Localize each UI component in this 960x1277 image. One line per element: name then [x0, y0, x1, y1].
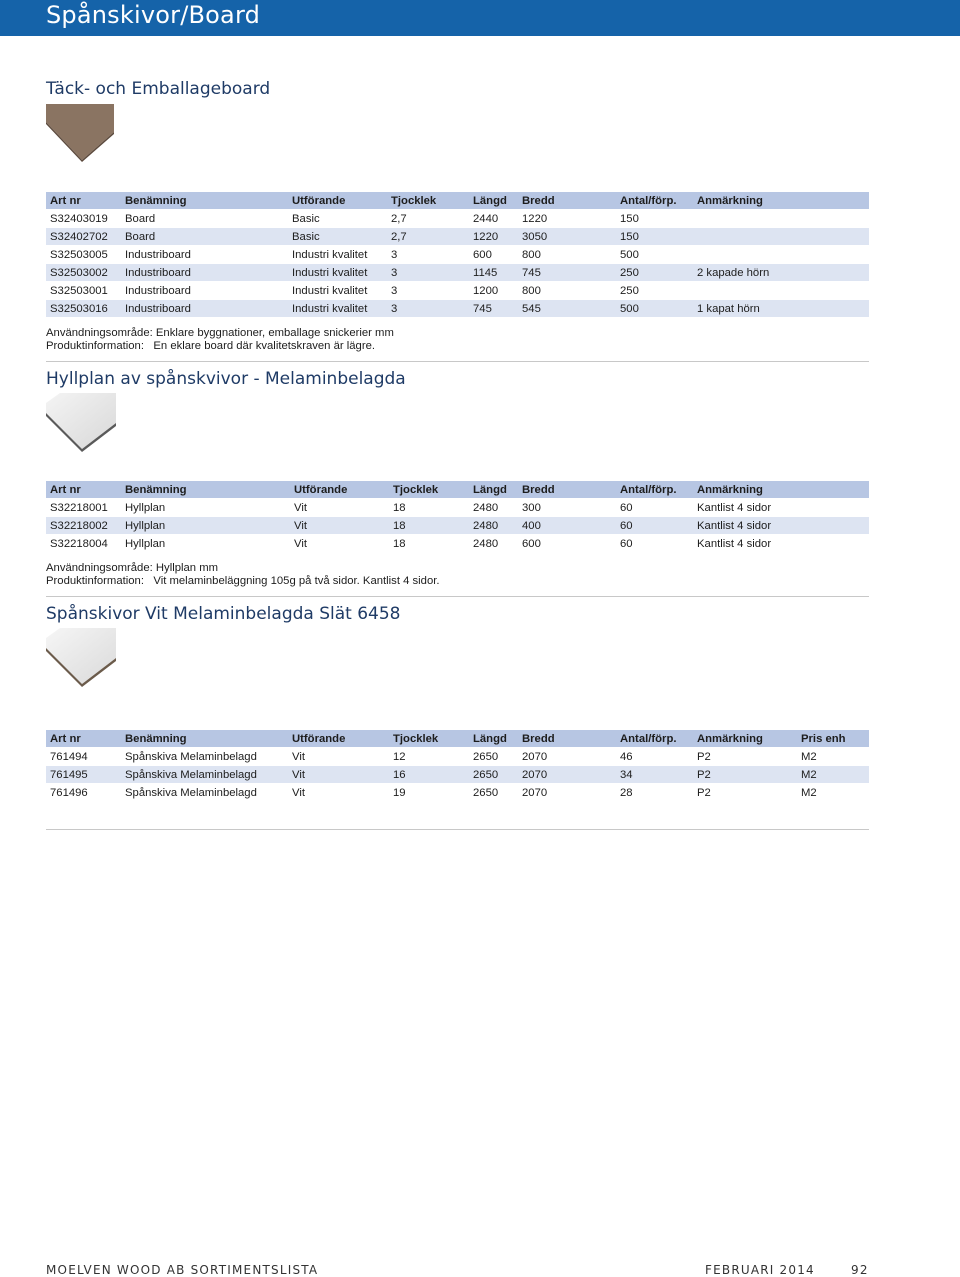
table-cell: 12: [389, 748, 469, 766]
table-cell: 34: [616, 766, 693, 784]
table-cell: 3050: [518, 228, 616, 246]
table-cell: 1145: [469, 264, 518, 282]
table-cell: Spånskiva Melaminbelagd: [121, 784, 288, 802]
table-cell: 2070: [518, 784, 616, 802]
table-cell: 250: [616, 264, 693, 282]
table-cell: 46: [616, 748, 693, 766]
table-cell: 1220: [469, 228, 518, 246]
table-cell: [693, 282, 869, 300]
footer-page-number: 92: [851, 1263, 869, 1277]
table-cell: 60: [616, 499, 693, 517]
table-cell: M2: [797, 784, 869, 802]
column-header: Utförande: [288, 730, 389, 748]
table-cell: P2: [693, 766, 797, 784]
table-cell: 250: [616, 282, 693, 300]
table-cell: 2070: [518, 748, 616, 766]
column-header: Utförande: [288, 192, 387, 210]
white-melamine-board-image: [46, 628, 118, 688]
table-cell: 745: [518, 264, 616, 282]
table-cell: S32503016: [46, 300, 121, 318]
table-row: [46, 766, 869, 784]
table-row: [46, 748, 869, 766]
table-header-row: [46, 730, 869, 748]
table-cell: 3: [387, 246, 469, 264]
table-row: [46, 784, 869, 802]
table-cell: 1220: [518, 210, 616, 228]
column-header: Bredd: [518, 730, 616, 748]
table-cell: 2650: [469, 784, 518, 802]
table-cell: S32402702: [46, 228, 121, 246]
table-cell: Industriboard: [121, 282, 288, 300]
table-cell: S32503001: [46, 282, 121, 300]
table-cell: S32403019: [46, 210, 121, 228]
column-header: Antal/förp.: [616, 192, 693, 210]
table-cell: 800: [518, 282, 616, 300]
column-header: Pris enh: [797, 730, 869, 748]
column-header: Antal/förp.: [616, 730, 693, 748]
table-cell: 500: [616, 246, 693, 264]
table-cell: 18: [389, 535, 469, 553]
table-cell: 761495: [46, 766, 121, 784]
table-cell: Industri kvalitet: [288, 300, 387, 318]
table-cell: 3: [387, 282, 469, 300]
table-cell: 2070: [518, 766, 616, 784]
table-cell: S32218001: [46, 499, 121, 517]
table-cell: 150: [616, 228, 693, 246]
white-shelf-board-image: [46, 393, 118, 453]
table-cell: 3: [387, 264, 469, 282]
table-cell: Vit: [290, 535, 389, 553]
table-cell: S32218004: [46, 535, 121, 553]
section-divider: [46, 596, 869, 597]
table-cell: 545: [518, 300, 616, 318]
table-cell: Industriboard: [121, 264, 288, 282]
section-divider: [46, 361, 869, 362]
table-cell: 2480: [469, 517, 518, 535]
footer-publisher: MOELVEN WOOD AB SORTIMENTSLISTA: [46, 1263, 319, 1277]
table-cell: 16: [389, 766, 469, 784]
brown-board-image: [46, 104, 116, 162]
table-header-row: [46, 192, 869, 210]
table-cell: 745: [469, 300, 518, 318]
table-cell: S32218002: [46, 517, 121, 535]
table-cell: 2650: [469, 766, 518, 784]
table-cell: M2: [797, 748, 869, 766]
spec-table-emballageboard: [46, 192, 869, 318]
table-cell: 600: [518, 535, 616, 553]
table-cell: P2: [693, 784, 797, 802]
table-cell: 60: [616, 517, 693, 535]
table-cell: Board: [121, 210, 288, 228]
table-row: [46, 264, 869, 282]
table-cell: Industri kvalitet: [288, 264, 387, 282]
usage-note: Användningsområde: Enklare byggnationer, emballage snickerier mm: [46, 327, 394, 339]
table-cell: Spånskiva Melaminbelagd: [121, 748, 288, 766]
product-info-note: Produktinformation: En eklare board där kvalitetskraven är lägre.: [46, 340, 376, 352]
table-row: [46, 300, 869, 318]
table-cell: 800: [518, 246, 616, 264]
table-cell: [693, 228, 869, 246]
table-row: [46, 499, 869, 517]
table-cell: [693, 210, 869, 228]
table-cell: [693, 246, 869, 264]
column-header: Tjocklek: [389, 481, 469, 499]
column-header: Längd: [469, 192, 518, 210]
section-title-emballageboard: Täck- och Emballageboard: [46, 79, 271, 99]
table-cell: 28: [616, 784, 693, 802]
table-cell: 400: [518, 517, 616, 535]
product-info-note: Produktinformation: Vit melaminbeläggning 105g på två sidor. Kantlist 4 sidor.: [46, 575, 440, 587]
section-divider: [46, 829, 869, 830]
section-title-hyllplan: Hyllplan av spånskvivor - Melaminbelagda: [46, 369, 406, 389]
column-header: Anmärkning: [693, 192, 869, 210]
column-header: Bredd: [518, 481, 616, 499]
table-cell: Kantlist 4 sidor: [693, 517, 869, 535]
table-cell: Spånskiva Melaminbelagd: [121, 766, 288, 784]
table-cell: 2480: [469, 535, 518, 553]
spec-table-hyllplan: [46, 481, 869, 553]
table-cell: M2: [797, 766, 869, 784]
column-header: Art nr: [46, 192, 121, 210]
table-cell: 761494: [46, 748, 121, 766]
table-cell: Kantlist 4 sidor: [693, 535, 869, 553]
table-cell: 1200: [469, 282, 518, 300]
table-cell: 18: [389, 499, 469, 517]
table-cell: Basic: [288, 228, 387, 246]
column-header: Art nr: [46, 730, 121, 748]
table-cell: Vit: [290, 499, 389, 517]
table-cell: Vit: [288, 748, 389, 766]
column-header: Anmärkning: [693, 481, 869, 499]
table-cell: Vit: [288, 784, 389, 802]
page-header-bar: [0, 0, 960, 36]
table-cell: 150: [616, 210, 693, 228]
table-cell: Kantlist 4 sidor: [693, 499, 869, 517]
table-cell: 2480: [469, 499, 518, 517]
table-cell: 19: [389, 784, 469, 802]
page-title: Spånskivor/Board: [46, 1, 261, 29]
table-row: [46, 282, 869, 300]
section-title-melamin-slat: Spånskivor Vit Melaminbelagda Slät 6458: [46, 604, 401, 624]
table-cell: Hyllplan: [121, 499, 290, 517]
table-row: [46, 228, 869, 246]
column-header: Anmärkning: [693, 730, 797, 748]
table-cell: 500: [616, 300, 693, 318]
table-row: [46, 517, 869, 535]
table-cell: Board: [121, 228, 288, 246]
table-cell: Industriboard: [121, 246, 288, 264]
spec-table-melamin-slat: [46, 730, 869, 802]
column-header: Benämning: [121, 730, 288, 748]
table-cell: Industri kvalitet: [288, 246, 387, 264]
table-row: [46, 246, 869, 264]
table-cell: 60: [616, 535, 693, 553]
column-header: Art nr: [46, 481, 121, 499]
table-cell: Industriboard: [121, 300, 288, 318]
column-header: Benämning: [121, 192, 288, 210]
section-notes: [46, 562, 440, 588]
table-cell: S32503005: [46, 246, 121, 264]
table-cell: S32503002: [46, 264, 121, 282]
footer-date: FEBRUARI 2014: [705, 1263, 815, 1277]
table-cell: Industri kvalitet: [288, 282, 387, 300]
column-header: Tjocklek: [387, 192, 469, 210]
table-cell: 18: [389, 517, 469, 535]
section-notes: [46, 327, 394, 353]
column-header: Benämning: [121, 481, 290, 499]
table-cell: Vit: [288, 766, 389, 784]
table-cell: 2440: [469, 210, 518, 228]
table-cell: P2: [693, 748, 797, 766]
table-header-row: [46, 481, 869, 499]
table-cell: Hyllplan: [121, 517, 290, 535]
table-cell: 300: [518, 499, 616, 517]
table-cell: Vit: [290, 517, 389, 535]
table-row: [46, 210, 869, 228]
column-header: Längd: [469, 481, 518, 499]
column-header: Utförande: [290, 481, 389, 499]
table-cell: 3: [387, 300, 469, 318]
table-cell: 2,7: [387, 210, 469, 228]
column-header: Antal/förp.: [616, 481, 693, 499]
table-cell: 2,7: [387, 228, 469, 246]
column-header: Tjocklek: [389, 730, 469, 748]
table-cell: Hyllplan: [121, 535, 290, 553]
table-cell: 2650: [469, 748, 518, 766]
table-cell: Basic: [288, 210, 387, 228]
table-cell: 600: [469, 246, 518, 264]
usage-note: Användningsområde: Hyllplan mm: [46, 562, 219, 574]
column-header: Bredd: [518, 192, 616, 210]
table-cell: 761496: [46, 784, 121, 802]
table-cell: 1 kapat hörn: [693, 300, 869, 318]
column-header: Längd: [469, 730, 518, 748]
table-row: [46, 535, 869, 553]
table-cell: 2 kapade hörn: [693, 264, 869, 282]
